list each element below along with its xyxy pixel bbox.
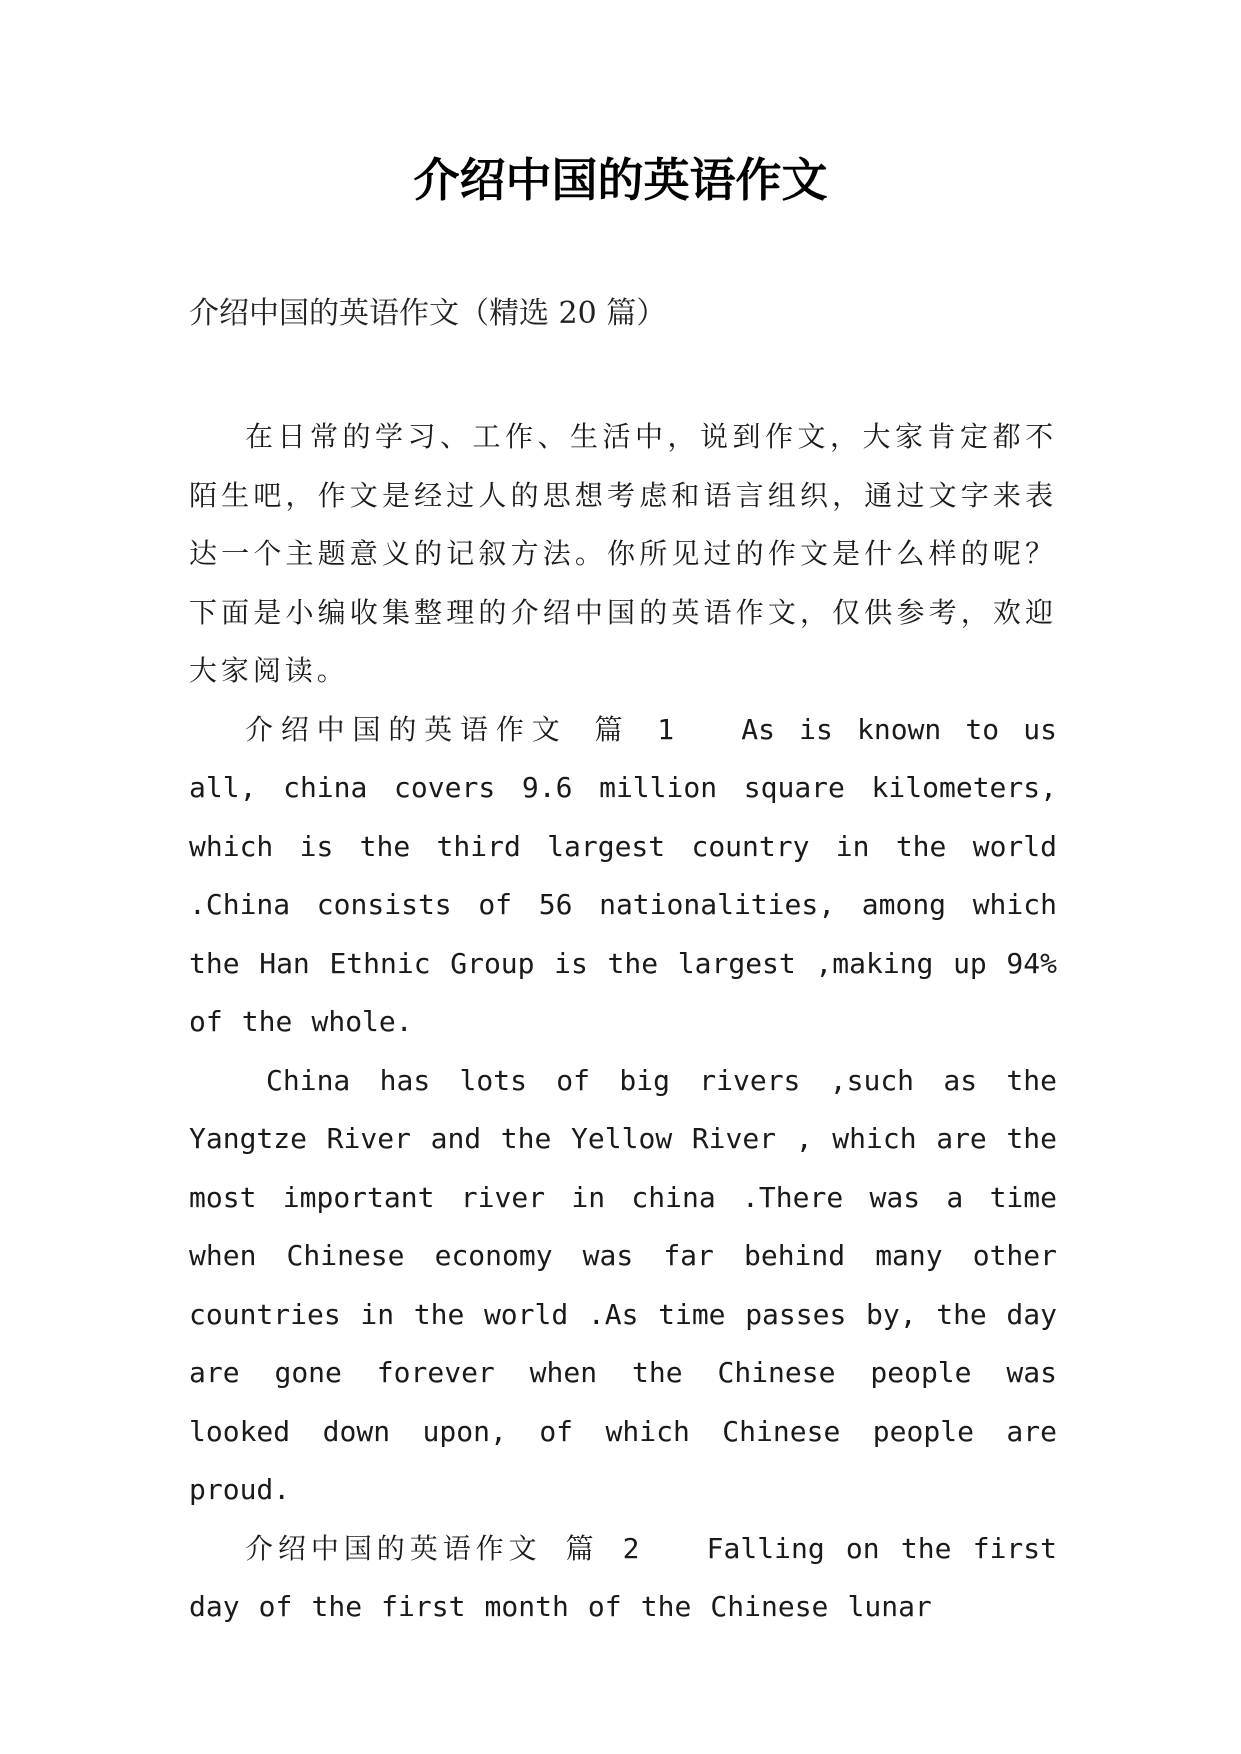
section-1-paragraph [189, 701, 1057, 1052]
section-2-heading: 介绍中国的英语作文 篇 2 [245, 1531, 643, 1565]
intro-paragraph: 在日常的学习、工作、生活中，说到作文，大家肯定都不陌生吧，作文是经过人的思想考虑和语言组织，通过文字来表达一个主题意义的记叙方法。你所见过的作文是什么样的呢？下面是小编收集整理的介绍中国的英语作文，仅供参考，欢迎大家阅读。 [189, 420, 1057, 687]
document-title: 介绍中国的英语作文 [413, 153, 828, 207]
section-1-second-paragraph: China has lots of big rivers ,such as the Yangtze River and the Yellow River , which are the most important river in china .There was a time when Chinese economy was far behind many other countries in the world .As time passes by, the day are gone forever when the Chinese people was looked down upon, of which Chinese people are proud. [189, 1063, 1057, 1506]
document-body [189, 408, 1057, 1637]
section-1-heading: 介绍中国的英语作文 篇 1 [245, 712, 677, 746]
section-2-text: Falling on the first day of the first month of the Chinese lunar [189, 1531, 1057, 1623]
section-2-paragraph [189, 1520, 1057, 1637]
section-1-text: As is known to us all, china covers 9.6 million square kilometers, which is the third largest country in the world .China consists of 56 nationalities, among which the Han Ethnic Group is the largest ,making up 94% of the whole. [189, 712, 1057, 1038]
document-subtitle: 介绍中国的英语作文（精选 20 篇） [189, 296, 667, 331]
